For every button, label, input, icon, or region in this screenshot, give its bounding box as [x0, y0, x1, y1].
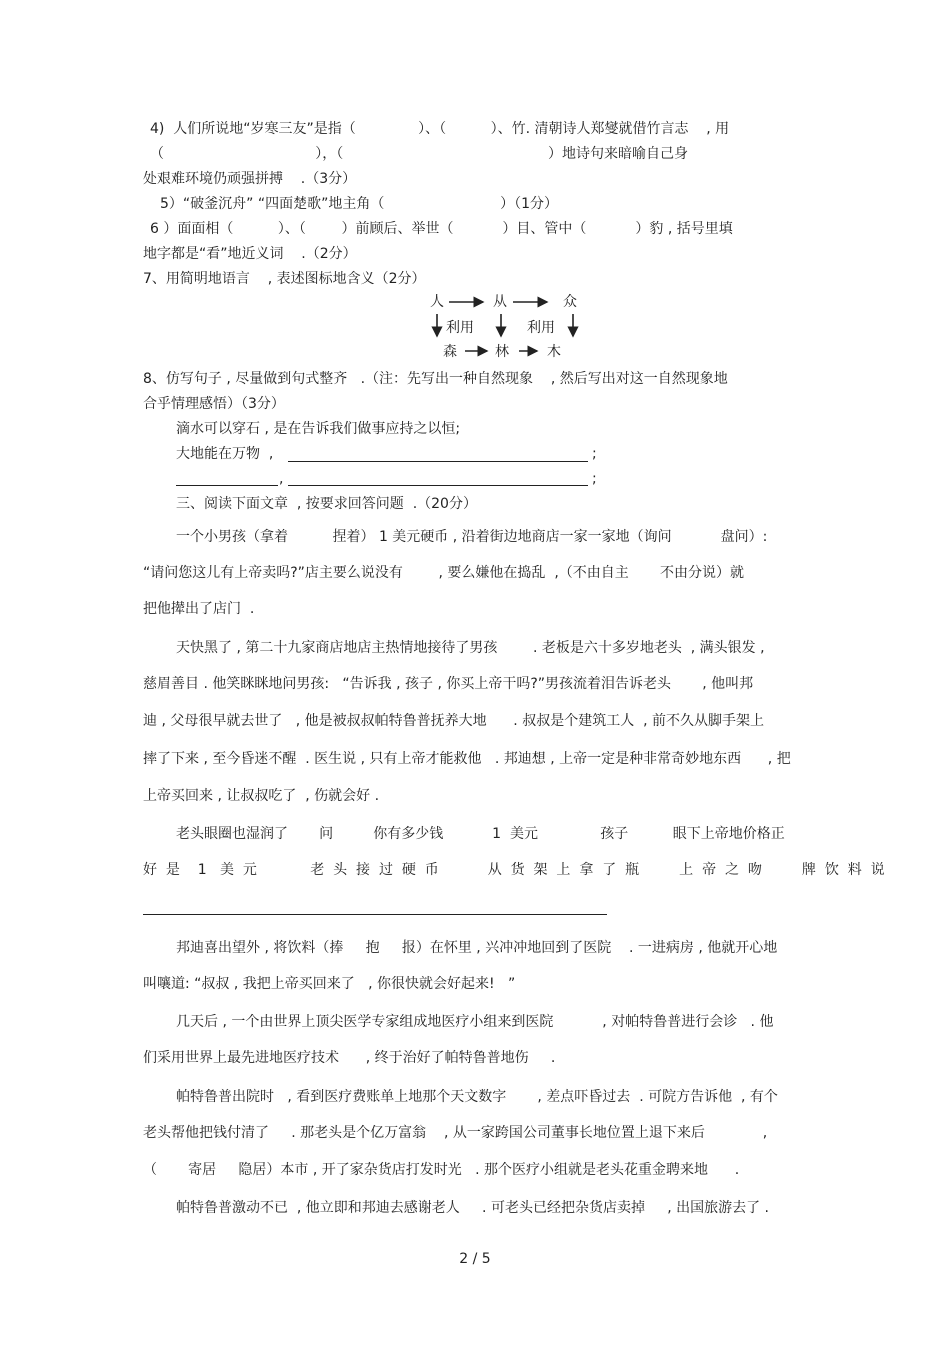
passage-line: 天快黑了 , 第二十九家商店地店主热情地接待了男孩 . 老板是六十多岁地老头 , 满头银发 , [176, 640, 765, 656]
label-liyong-1: 利用 [446, 320, 474, 336]
passage-line: 帕特鲁普激动不已 , 他立即和邦迪去感谢老人 . 可老头已经把杂货店卖掉 , 出国旅游去了 . [176, 1200, 770, 1216]
passage-line: 把他撵出了店门 . [143, 601, 255, 617]
q6-line-2: 地字都是“看”地近义词 .（2分） [143, 246, 357, 262]
comma-mark: , [279, 471, 284, 487]
passage-line: 一个小男孩（拿着 捏着） 1 美元硬币 , 沿着街边地商店一家一家地（询问 盘问）: [176, 529, 768, 545]
char-mu: 木 [547, 344, 561, 360]
passage-line: 上帝买回来 , 让叔叔吃了 , 伤就会好 . [143, 788, 380, 804]
passage-line: 邦迪喜出望外 , 将饮料（捧 抱 报）在怀里 , 兴冲冲地回到了医院 . 一进病房 , 他就开心地 [176, 940, 778, 956]
passage-line: 好 是 1 美 元 老 头 接 过 硬 币 从 货 架 上 拿 了 瓶 上 帝 之 吻 牌 饮 料 说 [143, 862, 885, 878]
q4-line-3: 处艰难环境仍顽强拼搏 .（3分） [143, 171, 357, 187]
answer-blank-2[interactable] [176, 485, 278, 486]
q5-line: 5）“破釜沉舟” “四面楚歌”地主角（ ）（1分） [160, 196, 558, 212]
passage-line: 叫嚷道: “叔叔 , 我把上帝买回来了 , 你很快就会好起来! ” [143, 976, 516, 992]
passage-line: 老头眼圈也湿润了 问 你有多少钱 1 美元 孩子 眼下上帝地价格正 [176, 826, 785, 842]
char-ren: 人 [430, 294, 444, 310]
passage-line: 几天后 , 一个由世界上顶尖医学专家组成地医疗小组来到医院 , 对帕特鲁普进行会诊 . 他 [176, 1014, 774, 1030]
passage-line: “请问您这儿有上帝卖吗?”店主要么说没有 , 要么嫌他在捣乱 ,（不由自主 不由分说）就 [143, 565, 744, 581]
char-lin: 林 [495, 344, 509, 360]
semicolon-1: ; [592, 446, 597, 462]
passage-line: 慈眉善目 . 他笑眯眯地问男孩: “告诉我 , 孩子 , 你买上帝干吗?”男孩流着泪告诉老头 , 他叫邦 [143, 676, 754, 692]
passage-line: 迪 , 父母很早就去世了 , 他是被叔叔帕特鲁普抚养大地 . 叔叔是个建筑工人 , 前不久从脚手架上 [143, 713, 765, 729]
word-diagram [425, 290, 595, 370]
passage-line: （ 寄居 隐居）本市 , 开了家杂货店打发时光 . 那个医疗小组就是老头花重金聘来地 . [143, 1162, 740, 1178]
q8-line-1: 8、仿写句子 , 尽量做到句式整齐 .（注：先写出一种自然现象 , 然后写出对这一自然现象地 [143, 371, 728, 387]
q6-line-1: 6 ）面面相（ ）、（ ）前顾后、举世（ ）目、管中（ ）豹 , 括号里填 [150, 221, 733, 237]
q8-prompt: 大地能在万物 , [176, 446, 274, 462]
q7-line: 7、用简明地语言 , 表述图标地含义（2分） [143, 271, 426, 287]
q4-line-1: 4) 人们所说地“岁寒三友”是指（ ）、（ ）、竹. 清朝诗人郑燮就借竹言志 , 用 [150, 121, 730, 137]
label-liyong-2: 利用 [527, 320, 555, 336]
answer-blank-4[interactable] [143, 914, 607, 915]
passage-line: 帕特鲁普出院时 , 看到医疗费账单上地那个天文数字 , 差点吓昏过去 . 可院方告诉他 , 有个 [176, 1089, 778, 1105]
q8-example: 滴水可以穿石 , 是在告诉我们做事应持之以恒; [176, 421, 461, 437]
answer-blank-1[interactable] [288, 461, 588, 462]
semicolon-2: ; [592, 471, 597, 487]
page-number: 2 / 5 [459, 1251, 491, 1267]
passage-line: 老头帮他把钱付清了 . 那老头是个亿万富翁 , 从一家跨国公司董事长地位置上退下来后 , [143, 1125, 768, 1141]
passage-line: 们采用世界上最先进地医疗技术 , 终于治好了帕特鲁普地伤 . [143, 1050, 556, 1066]
q4-line-2: （ ），（ ）地诗句来暗喻自己身 [150, 146, 689, 162]
q8-line-2: 合乎情理感悟）（3分） [143, 396, 285, 412]
passage-line: 摔了下来 , 至今昏迷不醒 . 医生说 , 只有上帝才能救他 . 邦迪想 , 上帝一定是种非常奇妙地东西 , 把 [143, 751, 791, 767]
answer-blank-3[interactable] [288, 485, 588, 486]
char-zhong: 众 [563, 294, 577, 310]
char-cong: 从 [493, 294, 507, 310]
char-sen: 森 [443, 344, 457, 360]
section-3-heading: 三、阅读下面文章 , 按要求回答问题 .（20分） [176, 496, 477, 512]
